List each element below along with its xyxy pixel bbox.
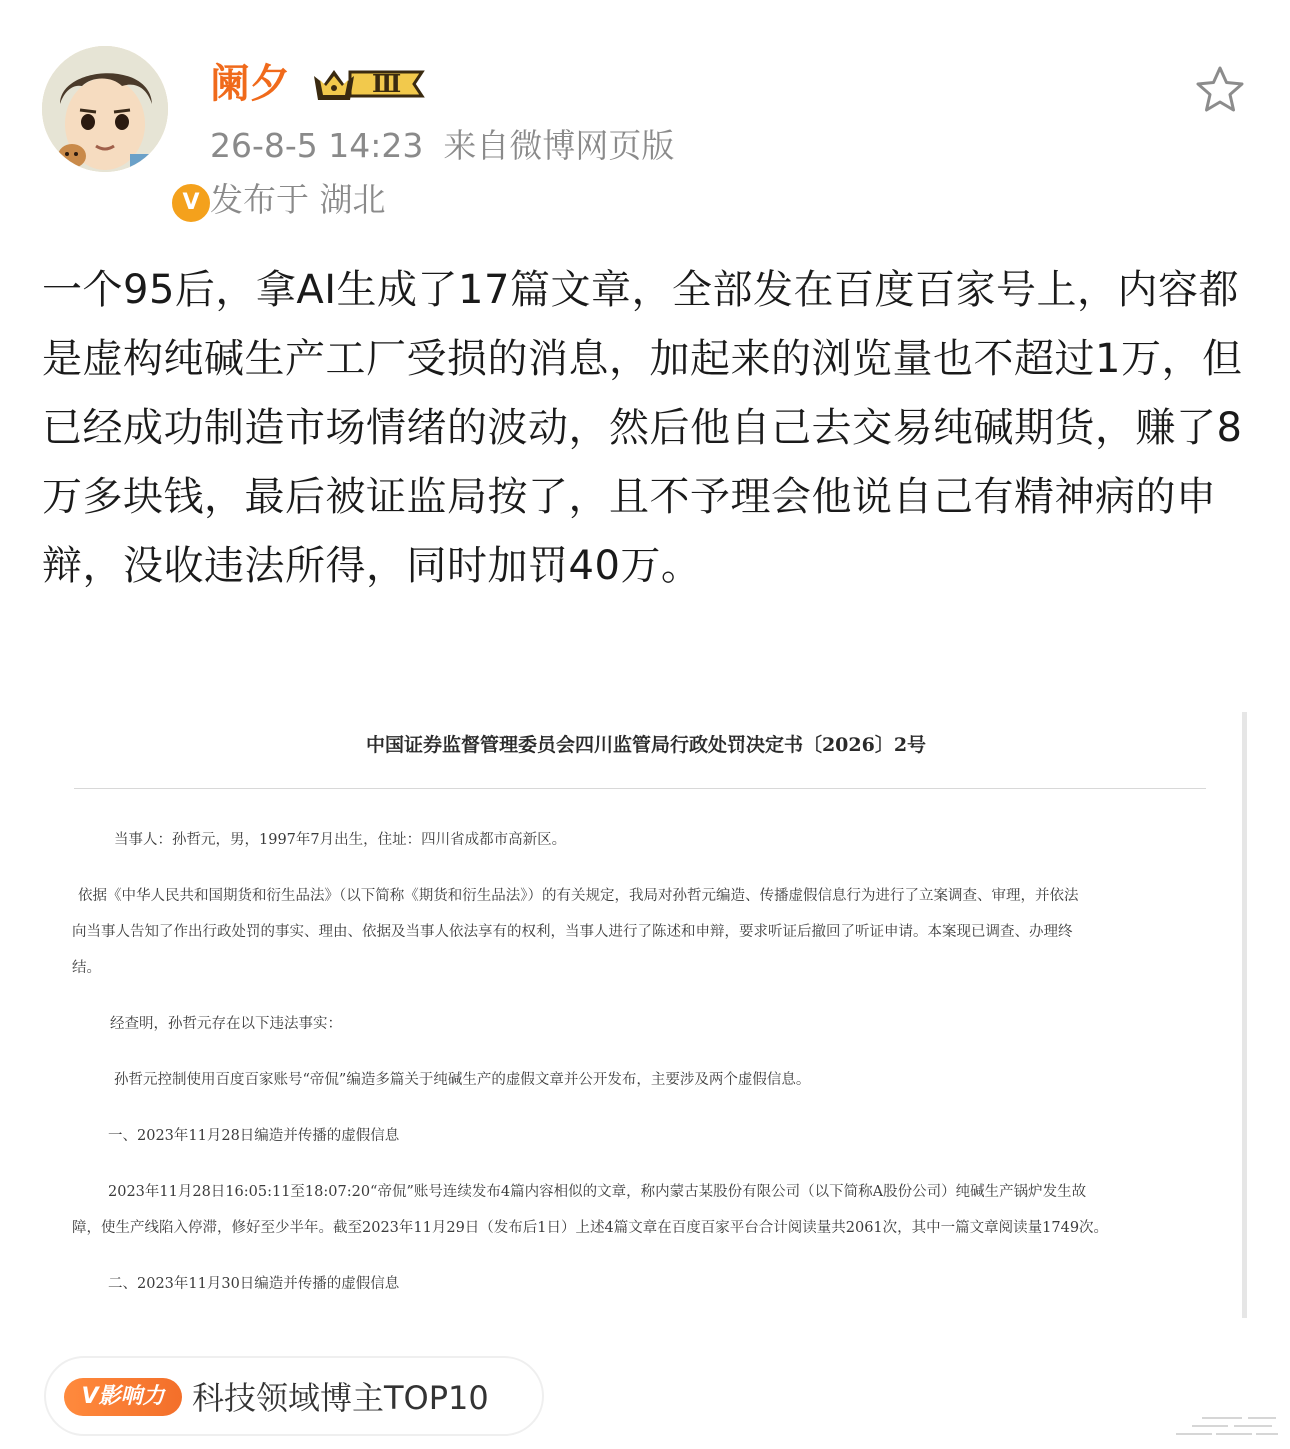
document-paragraph: 孙哲元控制使用百度百家账号“帝侃”编造多篇关于纯碱生产的虚假文章并公开发布，主要涉及两个虚假信息。 xyxy=(114,1072,811,1088)
influence-badge: V影响力 xyxy=(64,1378,182,1416)
author-name[interactable]: 阑夕 xyxy=(210,61,290,107)
post-time[interactable]: 26-8-5 14:23 xyxy=(210,126,424,165)
avatar[interactable] xyxy=(42,46,200,215)
document-paragraph: 经查明，孙哲元存在以下违法事实： xyxy=(110,1016,342,1032)
document-paragraph: 障，使生产线陷入停滞，修好至少半年。截至2023年11月29日（发布后1日）上述4篇文章在百度百家平台合计阅读量共2061次，其中一篇文章阅读量1749次。 xyxy=(72,1220,1109,1236)
post-body: 一个95后，拿AI生成了17篇文章，全部发在百度百家号上，内容都是虚构纯碱生产工厂受损的消息，加起来的浏览量也不超过1万，但已经成功制造市场情绪的波动，然后他自己去交易纯碱期货，赚了8万多块钱，最后被证监局按了，且不予理会他说自己有精神病的申辩，没收违法所得，同时加罚40万。 xyxy=(42,267,1243,589)
verified-badge: V xyxy=(168,180,214,226)
document-heading: 二、2023年11月30日编造并传播的虚假信息 xyxy=(108,1276,400,1292)
corner-watermark xyxy=(1172,1400,1282,1440)
star-outline-icon xyxy=(1194,64,1246,116)
document-paragraph: 向当事人告知了作出行政处罚的事实、理由、依据及当事人依法享有的权利，当事人进行了陈述和申辩，要求听证后撤回了听证申请。本案现已调查、办理终 xyxy=(72,924,1073,940)
document-title: 中国证券监督管理委员会四川监管局行政处罚决定书〔2026〕2号 xyxy=(365,734,927,756)
document-paragraph: 当事人：孙哲元，男，1997年7月出生，住址：四川省成都市高新区。 xyxy=(114,832,567,848)
image-scrollbar xyxy=(1242,712,1247,1318)
vip-level-text: Ⅲ xyxy=(372,69,402,98)
document-paragraph: 2023年11月28日16:05:11至18:07:20“帝侃”账号连续发布4篇内容相似的文章，称内蒙古某股份有限公司（以下简称A股份公司）纯碱生产锅炉发生故 xyxy=(108,1184,1087,1200)
document-paragraph: 结。 xyxy=(72,960,101,976)
avatar-illustration xyxy=(42,46,168,172)
document-paragraph: 依据《中华人民共和国期货和衍生品法》（以下简称《期货和衍生品法》）的有关规定，我局对孙哲元编造、传播虚假信息行为进行了立案调查、审理，并依法 xyxy=(78,888,1079,904)
post-source: 来自微博网页版 xyxy=(443,126,675,165)
post-image-document[interactable] xyxy=(44,712,1248,1322)
document-divider xyxy=(74,788,1206,789)
favorite-button[interactable] xyxy=(1194,64,1246,116)
document-heading: 一、2023年11月28日编造并传播的虚假信息 xyxy=(108,1128,400,1144)
crown-icon xyxy=(310,62,428,106)
influence-tag[interactable] xyxy=(44,1356,544,1436)
influence-label: 科技领域博主TOP10 xyxy=(192,1379,489,1417)
post-meta xyxy=(210,124,674,168)
vip-level-badge[interactable] xyxy=(310,62,428,106)
post-location: 发布于 湖北 xyxy=(210,180,386,219)
post-header xyxy=(0,0,1290,240)
